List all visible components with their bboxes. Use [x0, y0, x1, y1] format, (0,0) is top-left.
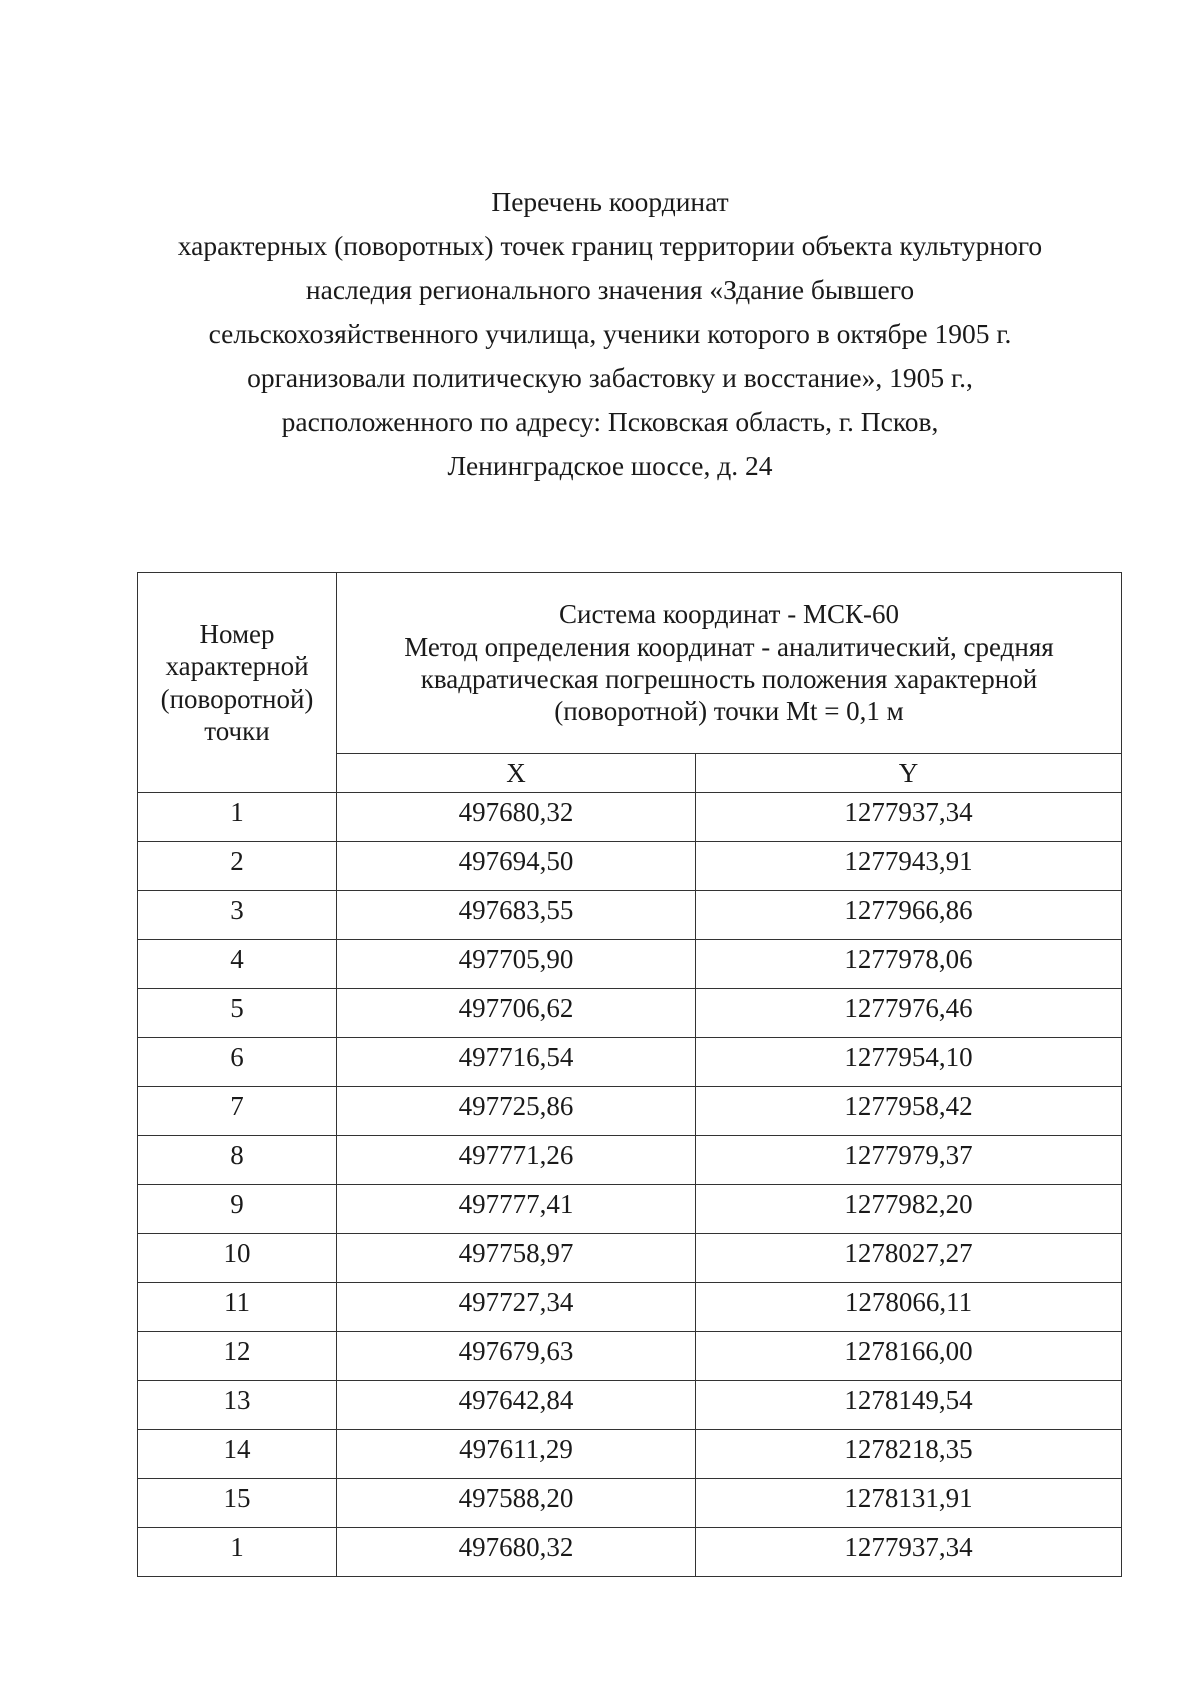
point-number-cell: 1 [138, 793, 337, 842]
table-row [138, 1185, 1122, 1234]
y-coordinate-cell: 1278149,54 [696, 1381, 1122, 1430]
x-column-header: X [337, 754, 696, 793]
table-row [138, 1479, 1122, 1528]
table-row [138, 1136, 1122, 1185]
x-coordinate-cell: 497694,50 [337, 842, 696, 891]
y-coordinate-cell: 1277979,37 [696, 1136, 1122, 1185]
x-coordinate-cell: 497706,62 [337, 989, 696, 1038]
heading-line: характерных (поворотных) точек границ территории объекта культурного [177, 230, 1043, 261]
point-header-line: характерной [165, 651, 309, 682]
point-number-cell: 7 [138, 1087, 337, 1136]
table-row [138, 1381, 1122, 1430]
x-coordinate-cell: 497716,54 [337, 1038, 696, 1087]
system-header-line: (поворотной) точки Mt = 0,1 м [554, 696, 904, 727]
y-coordinate-cell: 1277966,86 [696, 891, 1122, 940]
coordinate-system-header [337, 573, 1122, 754]
y-coordinate-cell: 1278166,00 [696, 1332, 1122, 1381]
heading-line: наследия регионального значения «Здание бывшего [305, 274, 915, 305]
point-number-cell: 13 [138, 1381, 337, 1430]
point-number-cell: 11 [138, 1283, 337, 1332]
point-number-cell: 10 [138, 1234, 337, 1283]
y-coordinate-cell: 1277954,10 [696, 1038, 1122, 1087]
point-header-line: (поворотной) [160, 683, 314, 714]
y-coordinate-cell: 1278066,11 [696, 1283, 1122, 1332]
y-coordinate-cell: 1278027,27 [696, 1234, 1122, 1283]
x-coordinate-cell: 497680,32 [337, 1528, 696, 1577]
system-header-line: Метод определения координат - аналитический, средняя [404, 631, 1054, 662]
point-number-cell: 5 [138, 989, 337, 1038]
table-row [138, 793, 1122, 842]
point-header-line: Номер [199, 618, 275, 649]
table-row [138, 1283, 1122, 1332]
table-row [138, 1332, 1122, 1381]
table-row [138, 940, 1122, 989]
point-number-cell: 15 [138, 1479, 337, 1528]
y-coordinate-cell: 1277937,34 [696, 793, 1122, 842]
table-row [138, 989, 1122, 1038]
x-coordinate-cell: 497725,86 [337, 1087, 696, 1136]
point-number-cell: 1 [138, 1528, 337, 1577]
x-coordinate-cell: 497611,29 [337, 1430, 696, 1479]
y-coordinate-cell: 1277982,20 [696, 1185, 1122, 1234]
point-number-cell: 6 [138, 1038, 337, 1087]
system-header-line: квадратическая погрешность положения характерной [420, 664, 1038, 694]
y-coordinate-cell: 1277958,42 [696, 1087, 1122, 1136]
point-header-line: точки [204, 715, 270, 746]
table-row [138, 1430, 1122, 1479]
table-row [138, 842, 1122, 891]
table-row [138, 1234, 1122, 1283]
x-coordinate-cell: 497588,20 [337, 1479, 696, 1528]
coordinates-table [137, 572, 1122, 1577]
point-number-cell: 4 [138, 940, 337, 989]
x-coordinate-cell: 497642,84 [337, 1381, 696, 1430]
y-coordinate-cell: 1277943,91 [696, 842, 1122, 891]
table-row [138, 1528, 1122, 1577]
heading-line: сельскохозяйственного училища, ученики которого в октябре 1905 г. [208, 318, 1012, 349]
y-coordinate-cell: 1278218,35 [696, 1430, 1122, 1479]
heading-line: организовали политическую забастовку и восстание», 1905 г., [247, 362, 973, 393]
x-coordinate-cell: 497777,41 [337, 1185, 696, 1234]
point-number-header [138, 573, 337, 793]
x-coordinate-cell: 497680,32 [337, 793, 696, 842]
point-number-cell: 2 [138, 842, 337, 891]
y-coordinate-cell: 1277978,06 [696, 940, 1122, 989]
heading-line: Перечень координат [491, 186, 729, 217]
x-coordinate-cell: 497705,90 [337, 940, 696, 989]
x-coordinate-cell: 497758,97 [337, 1234, 696, 1283]
y-column-header: Y [696, 754, 1122, 793]
table-header-row [138, 573, 1122, 754]
point-number-cell: 9 [138, 1185, 337, 1234]
table-row [138, 1038, 1122, 1087]
heading-line: Ленинградское шоссе, д. 24 [447, 450, 773, 481]
point-number-cell: 12 [138, 1332, 337, 1381]
point-number-cell: 14 [138, 1430, 337, 1479]
x-coordinate-cell: 497683,55 [337, 891, 696, 940]
y-coordinate-cell: 1277976,46 [696, 989, 1122, 1038]
table-row [138, 1087, 1122, 1136]
x-coordinate-cell: 497727,34 [337, 1283, 696, 1332]
heading-line: расположенного по адресу: Псковская область, г. Псков, [281, 406, 939, 437]
y-coordinate-cell: 1277937,34 [696, 1528, 1122, 1577]
y-coordinate-cell: 1278131,91 [696, 1479, 1122, 1528]
point-number-cell: 8 [138, 1136, 337, 1185]
system-header-line: Система координат - МСК-60 [559, 599, 899, 630]
x-coordinate-cell: 497679,63 [337, 1332, 696, 1381]
x-coordinate-cell: 497771,26 [337, 1136, 696, 1185]
point-number-cell: 3 [138, 891, 337, 940]
document-heading [130, 180, 1090, 488]
table-row [138, 891, 1122, 940]
